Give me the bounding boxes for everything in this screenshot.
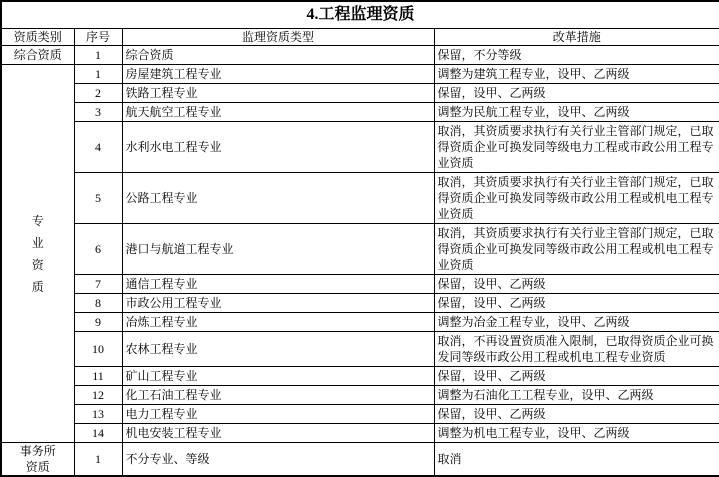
category-vertical-label: 专业资质 [31,213,44,294]
type-cell: 房屋建筑工程专业 [122,65,434,84]
type-cell: 通信工程专业 [122,275,434,294]
table-row [1,46,719,65]
seq-cell: 5 [74,173,122,224]
reform-cell: 调整为冶金工程专业，设甲、乙两级 [434,313,719,332]
reform-cell: 取消，其资质要求执行有关行业主管部门规定，已取得资质企业可换发同等级市政公用工程或机电工程专业资质 [434,173,719,224]
type-cell: 电力工程专业 [122,405,434,424]
seq-cell: 1 [74,443,122,477]
table-row [1,275,719,294]
category-label: 事务所资质 [19,444,56,474]
seq-cell: 1 [74,65,122,84]
seq-cell: 1 [74,46,122,65]
type-cell: 综合资质 [122,46,434,65]
table-row [1,367,719,386]
type-cell: 航天航空工程专业 [122,103,434,122]
type-cell: 不分专业、等级 [122,443,434,477]
table-row [1,224,719,275]
reform-cell: 调整为民航工程专业，设甲、乙两级 [434,103,719,122]
table-row [1,122,719,173]
reform-cell: 调整为石油化工工程专业，设甲、乙两级 [434,386,719,405]
type-cell: 冶炼工程专业 [122,313,434,332]
seq-cell: 8 [74,294,122,313]
reform-cell: 保留，设甲、乙两级 [434,405,719,424]
reform-cell: 保留，不分等级 [434,46,719,65]
table-row [1,84,719,103]
table-row [1,313,719,332]
header-type: 监理资质类型 [122,29,434,46]
category-cell: 综合资质 [1,46,74,65]
type-cell: 港口与航道工程专业 [122,224,434,275]
reform-cell: 调整为机电工程专业，设甲、乙两级 [434,424,719,443]
type-cell: 市政公用工程专业 [122,294,434,313]
type-cell: 矿山工程专业 [122,367,434,386]
type-cell: 水利水电工程专业 [122,122,434,173]
seq-cell: 11 [74,367,122,386]
seq-cell: 12 [74,386,122,405]
table-row [1,294,719,313]
table-row [1,65,719,84]
reform-cell: 保留，设甲、乙两级 [434,84,719,103]
seq-cell: 10 [74,332,122,367]
table-row [1,424,719,443]
seq-cell: 4 [74,122,122,173]
reform-cell: 保留，设甲、乙两级 [434,367,719,386]
reform-cell: 保留，设甲、乙两级 [434,275,719,294]
table-title: 4.工程监理资质 [1,1,719,29]
category-cell [1,443,74,477]
type-cell: 机电安装工程专业 [122,424,434,443]
table-row [1,443,719,477]
header-reform: 改革措施 [434,29,719,46]
reform-cell: 取消，不再设置资质准入限制，已取得资质企业可换发同等级市政公用工程或机电工程专业资质 [434,332,719,367]
header-category: 资质类别 [1,29,74,46]
table-row [1,405,719,424]
seq-cell: 3 [74,103,122,122]
table-row [1,332,719,367]
reform-cell: 取消，其资质要求执行有关行业主管部门规定，已取得资质企业可换发同等级市政公用工程或机电工程专业资质 [434,224,719,275]
seq-cell: 2 [74,84,122,103]
type-cell: 化工石油工程专业 [122,386,434,405]
type-cell: 农林工程专业 [122,332,434,367]
reform-cell: 取消，其资质要求执行有关行业主管部门规定，已取得资质企业可换发同等级电力工程或市政公用工程专业资质 [434,122,719,173]
seq-cell: 13 [74,405,122,424]
seq-cell: 9 [74,313,122,332]
reform-cell: 调整为建筑工程专业，设甲、乙两级 [434,65,719,84]
reform-cell: 取消 [434,443,719,477]
table-row [1,103,719,122]
type-cell: 铁路工程专业 [122,84,434,103]
reform-cell: 保留，设甲、乙两级 [434,294,719,313]
type-cell: 公路工程专业 [122,173,434,224]
seq-cell: 6 [74,224,122,275]
header-seq: 序号 [74,29,122,46]
table-row [1,173,719,224]
seq-cell: 14 [74,424,122,443]
category-cell [1,65,74,443]
seq-cell: 7 [74,275,122,294]
table-row [1,386,719,405]
